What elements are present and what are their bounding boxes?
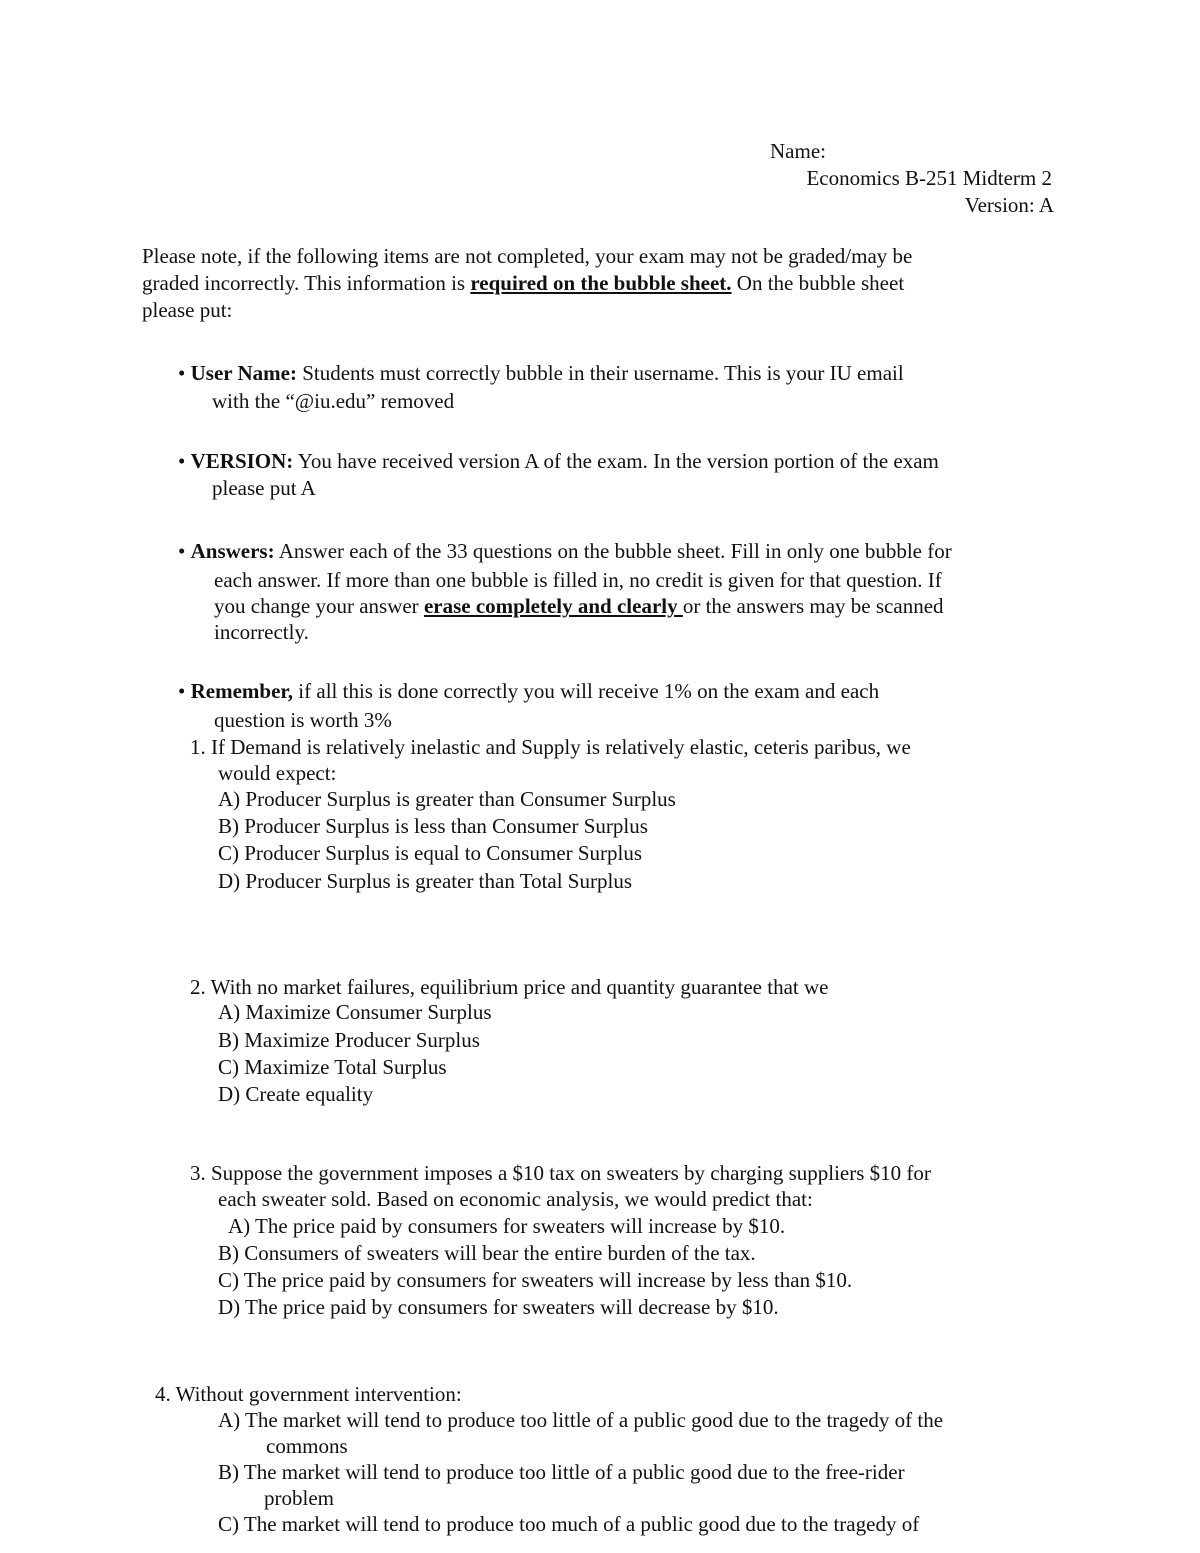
intro-line-3: please put: — [142, 298, 233, 322]
exam-version: Version: A — [964, 193, 1054, 217]
question-1-option-a: A) Producer Surplus is greater than Consumer Surplus — [218, 787, 676, 811]
question-2-option-b: B) Maximize Producer Surplus — [218, 1028, 480, 1052]
bullet-marker: • — [178, 449, 186, 473]
bullet-version-line-2: please put A — [212, 476, 316, 500]
intro-text: graded incorrectly. This information is — [142, 271, 471, 295]
bullet-username — [178, 363, 904, 384]
question-3-option-d: D) The price paid by consumers for sweaters will decrease by $10. — [218, 1295, 779, 1319]
course-title: Economics B-251 Midterm 2 — [806, 166, 1052, 190]
bullet-label: Answers: — [190, 539, 275, 563]
question-4-option-b-line-2: problem — [264, 1486, 334, 1510]
bullet-emphasis: erase completely and clearly — [423, 594, 683, 618]
question-2-option-d: D) Create equality — [218, 1082, 374, 1106]
bullet-answers-line-2: each answer. If more than one bubble is filled in, no credit is given for that question. If — [214, 568, 942, 592]
bullet-remember — [178, 681, 879, 702]
intro-line-1: Please note, if the following items are not completed, your exam may not be graded/may be — [142, 244, 913, 268]
question-3-stem-line-2: each sweater sold. Based on economic analysis, we would predict that: — [218, 1187, 813, 1211]
bullet-answers-line-3 — [214, 596, 944, 617]
bullet-answers — [178, 541, 952, 562]
bullet-remember-line-2: question is worth 3% — [214, 708, 392, 732]
question-3-option-c: C) The price paid by consumers for sweaters will increase by less than $10. — [218, 1268, 853, 1292]
question-3-option-a: A) The price paid by consumers for sweaters will increase by $10. — [228, 1214, 786, 1238]
question-4-option-b: B) The market will tend to produce too little of a public good due to the free-rider — [218, 1460, 905, 1484]
bullet-label: Remember, — [190, 679, 294, 703]
bullet-answers-line-4: incorrectly. — [214, 620, 309, 644]
bullet-marker: • — [178, 539, 186, 563]
intro-emphasis: required on the bubble sheet. — [470, 271, 732, 295]
question-1-stem-line-2: would expect: — [218, 761, 337, 785]
intro-text-post: On the bubble sheet — [731, 271, 905, 295]
question-4-option-a-line-2: commons — [266, 1434, 348, 1458]
question-2-option-c: C) Maximize Total Surplus — [218, 1055, 447, 1079]
intro-line-2 — [142, 273, 904, 294]
question-1-stem: 1. If Demand is relatively inelastic and Supply is relatively elastic, ceteris paribus, we — [190, 735, 911, 759]
bullet-text: You have received version A of the exam. In the version portion of the exam — [293, 449, 939, 473]
name-label: Name: — [770, 139, 826, 163]
question-3-option-b: B) Consumers of sweaters will bear the entire burden of the tax. — [218, 1241, 756, 1265]
bullet-text: if all this is done correctly you will receive 1% on the exam and each — [293, 679, 880, 703]
bullet-marker: • — [178, 679, 186, 703]
question-4-option-c: C) The market will tend to produce too much of a public good due to the tragedy of — [218, 1512, 920, 1536]
bullet-text: Answer each of the 33 questions on the bubble sheet. Fill in only one bubble for — [274, 539, 952, 563]
question-4-option-a: A) The market will tend to produce too little of a public good due to the tragedy of the — [218, 1408, 944, 1432]
bullet-username-line-2: with the “@iu.edu” removed — [212, 389, 455, 413]
question-1-option-d: D) Producer Surplus is greater than Total Surplus — [218, 869, 632, 893]
bullet-version — [178, 451, 939, 472]
bullet-label: User Name: — [190, 361, 297, 385]
question-4-stem: 4. Without government intervention: — [155, 1382, 462, 1406]
question-2-stem: 2. With no market failures, equilibrium price and quantity guarantee that we — [190, 975, 829, 999]
question-3-stem: 3. Suppose the government imposes a $10 tax on sweaters by charging suppliers $10 for — [190, 1161, 931, 1185]
bullet-text: Students must correctly bubble in their username. This is your IU email — [296, 361, 904, 385]
question-2-option-a: A) Maximize Consumer Surplus — [218, 1000, 492, 1024]
bullet-text-post: or the answers may be scanned — [682, 594, 944, 618]
question-1-option-c: C) Producer Surplus is equal to Consumer Surplus — [218, 841, 643, 865]
bullet-marker: • — [178, 361, 186, 385]
bullet-text: you change your answer — [214, 594, 424, 618]
bullet-label: VERSION: — [190, 449, 294, 473]
question-1-option-b: B) Producer Surplus is less than Consumer Surplus — [218, 814, 648, 838]
